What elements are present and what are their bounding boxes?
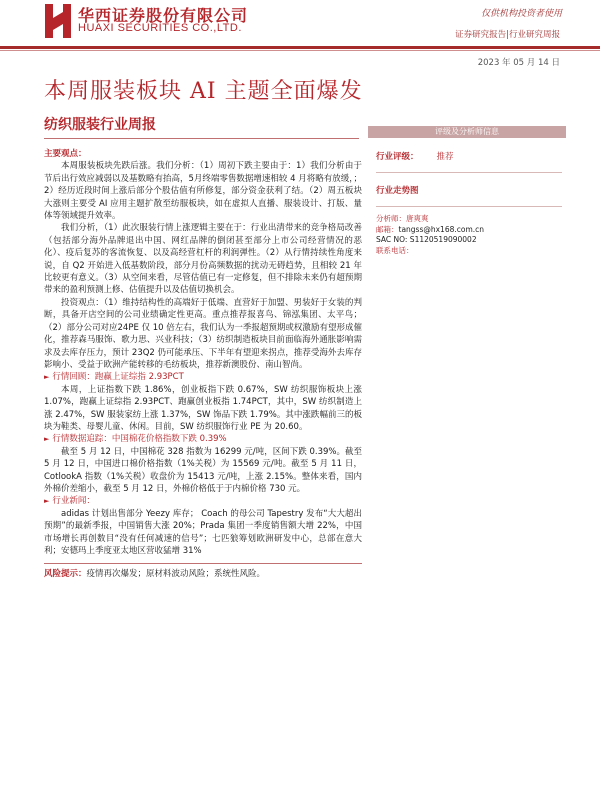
report-body xyxy=(44,148,362,581)
analyst-name: 唐爽爽 xyxy=(406,214,429,223)
section-heading-data-tracking: ► 行情数据追踪：中国棉花价格指数下跌 0.39% xyxy=(44,433,362,445)
rating-value: 推荐 xyxy=(436,152,454,162)
section-heading-industry-news: ► 行业新闻： xyxy=(44,495,362,507)
risk-divider xyxy=(44,563,362,564)
paragraph: adidas 计划出售部分 Yeezy 库存； Coach 的母公司 Tapestry 发布“大大超出预期”的最新季报，中国销售大涨 20%；Prada 集团一季度销售额大增 22%，中国市场增长再创数目“没有任何减速的信号”；七匹狼筹划欧洲研发中心，总部在意大利；安德玛上季度亚太地区营收猛增 31% xyxy=(44,508,362,556)
section-heading-market-review: ► 行情回顾：跑赢上证综指 2.93PCT xyxy=(44,371,362,383)
company-name-cn: 华西证券股份有限公司 xyxy=(78,6,249,25)
phone-label: 联系电话： xyxy=(376,245,414,255)
company-logo xyxy=(45,4,71,38)
sidebar-divider xyxy=(376,206,562,207)
report-subtitle: 纺织服装行业周报 xyxy=(44,117,156,133)
risk-text: 疫情再次爆发；原材料波动风险；系统性风险。 xyxy=(86,569,266,580)
paragraph: 投资观点：（1）维持结构性的高端好于低端、直营好于加盟、男装好于女装的判断，具备开店空间的公司业绩确定性更高。重点推荐报喜鸟、锦泓集团、太平鸟；（2）部分公司对应24PE 仅 10 倍左右，我们认为一季报超预期或权激励有望形成催化，推荐森马服饰、歌力思、兴业科技；（3）纺织制造板块目前面临海外通胀影响需求及去库存压力，预计 23Q2 仍可能承压、下半年有望迎来拐点，推荐受海外去库存影响小、受益于欧洲产能转移的毛纺板块，推荐新澳股份、南山智尚。 xyxy=(44,297,362,370)
section-heading-key-points: 主要观点： xyxy=(44,149,87,159)
header-divider xyxy=(0,46,600,49)
analyst-sac-number: SAC NO: S1120519090002 xyxy=(376,235,477,244)
paragraph: 我们分析，（1）此次服装行情上涨逻辑主要在于：行业出清带来的竞争格局改善（包括部分海外品牌退出中国、网红品牌的倒闭甚至部分上市公司经营情况的恶化）、疫后复苏的客流恢复、以及高经营杠杆的利润弹性。（2）从行情持续性角度来说，自 Q2 开始进入低基数阶段，部分月份高频数据的扰动无碍趋势，且相较 21 年比较更有意义。（3）从空间来看，尽管估值已有一定修复，但不排除未来仍有超预期带来的盈利预测上修、估值提升以及估值切换机会。 xyxy=(44,223,362,296)
analyst-info xyxy=(376,214,484,256)
rating-box-title: 评级及分析师信息 xyxy=(368,126,566,138)
report-date: 2023 年 05 月 14 日 xyxy=(477,58,560,68)
report-type-tag: 证券研究报告|行业研究周报 xyxy=(455,30,560,40)
rating-label: 行业评级： xyxy=(376,152,419,162)
industry-trend-label: 行业走势图 xyxy=(376,186,419,196)
analyst-label: 分析师： xyxy=(376,214,406,223)
sidebar-divider xyxy=(376,172,562,173)
industry-rating xyxy=(376,150,454,162)
paragraph: 截至 5 月 12 日，中国棉花 328 指数为 16299 元/吨，区间下跌 0.39%。截至 5 月 12 日，中国进口棉价格指数（1%关税）为 15569 元/吨。截至 5 月 11 日，CotlookA 指数（1%关税）收盘价为 15413 元/吨，上涨 2.15%。整体来看，国内外棉价差缩小，截至 5 月 12 日，外棉价格低于于内棉价格 730 元。 xyxy=(44,446,362,494)
paragraph: 本周，上证指数下跌 1.86%，创业板指下跌 0.67%，SW 纺织服饰板块上涨 1.07%，跑赢上证综指 2.93PCT、跑赢创业板指 1.74PCT，其中，SW 纺织制造上涨 2.47%，SW 服装家纺上涨 1.37%，SW 饰品下跌 1.79%。其中涨跌幅前三的板块为鞋类、母婴儿童、休闲。目前，SW 纺织服饰行业 PE 为 20.60。 xyxy=(44,384,362,432)
email-label: 邮箱： xyxy=(376,224,399,234)
audience-tag: 仅供机构投资者使用 xyxy=(480,9,562,19)
report-title: 本周服装板块 AI 主题全面爆发 xyxy=(44,79,363,104)
company-name-en: HUAXI SECURITIES CO.,LTD. xyxy=(78,22,242,34)
analyst-email[interactable]: tangss@hx168.com.cn xyxy=(398,224,485,234)
header-divider-thin xyxy=(0,50,600,51)
subtitle-divider xyxy=(44,138,359,139)
paragraph: 本周服装板块先跌后涨。我们分析：（1）周初下跌主要由于：1）我们分析由于节后出行效应减弱以及基数略有抬高，5月终端零售数据增速相较 4 月将略有放缓，；2）经历近段时间上涨后部分个股估值有所修复，部分资金获利了结。（2）周五板块大涨则主要受 AI 应用主题扩散至纺服板块，如在虚拟人直播、服装设计、打版、量体等领域提升效率。 xyxy=(44,161,362,222)
risk-warning xyxy=(44,568,362,580)
risk-label: 风险提示： xyxy=(44,569,87,580)
